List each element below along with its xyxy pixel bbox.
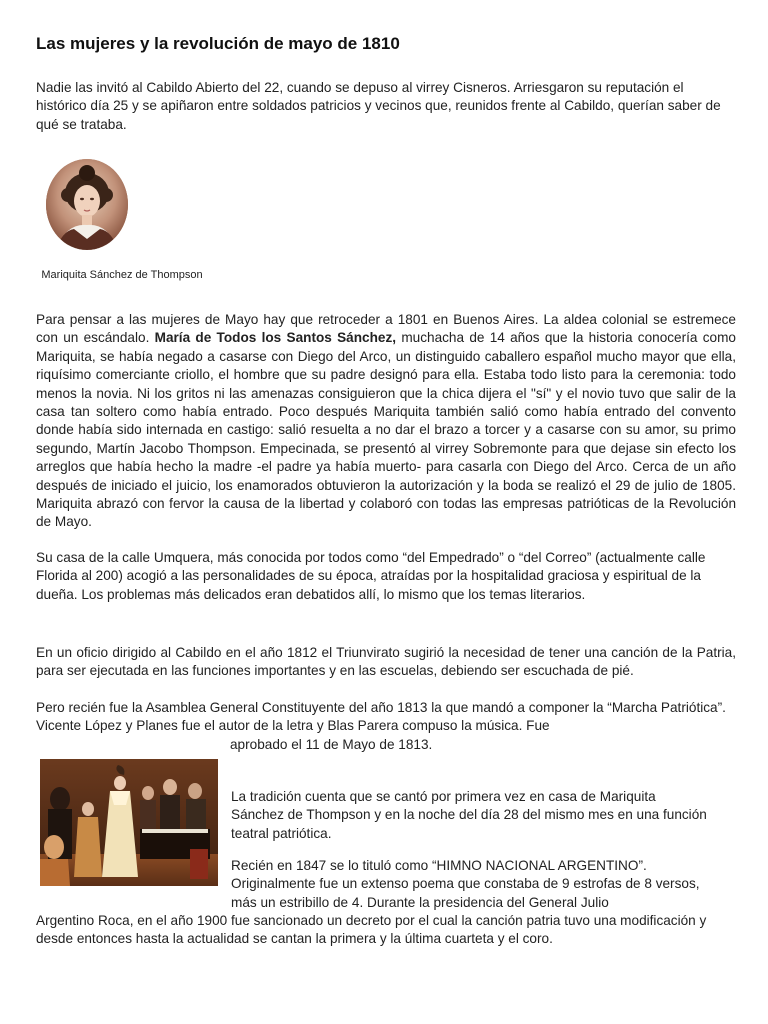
painting-illustration (40, 759, 218, 886)
tradicion-paragraph: La tradición cuenta que se cantó por primera vez en casa de Mariquita Sánchez de Thompson y en la noche del día 28 del mismo mes en una función teatral patriótica. (231, 789, 707, 841)
anthem-painting-image (40, 759, 218, 886)
asamblea-last-line: aprobado el 11 de Mayo de 1813. (230, 736, 433, 752)
portrait-caption: Mariquita Sánchez de Thompson (41, 269, 203, 281)
asamblea-paragraph (36, 699, 736, 754)
recien-paragraph: Recién en 1847 se lo tituló como “HIMNO NACIONAL ARGENTINO”. Originalmente fue un extenso poema que constaba de 9 estrofas de 8 versos, más un estribillo de 4. Durante la presidencia del General Julio (231, 858, 700, 910)
page-title: Las mujeres y la revolución de mayo de 1810 (36, 34, 400, 53)
oficio-paragraph: En un oficio dirigido al Cabildo en el año 1812 el Triunvirato sugirió la necesidad de tener una canción de la Patria, para ser ejecutada en las funciones importantes y en las escuelas, debiendo ser escuchada de pié. (36, 645, 736, 679)
mariquita-text-after: muchacha de 14 años que la historia conocería como Mariquita, se había negado a casarse con Diego del Arco, un distinguido caballero español mucho mayor que ella, riquísimo comerciante criollo, el hombre que su padre designó para ella. Estaba todo listo para la ceremonia: todo menos la novia. Ni los gritos ni las amenazas consiguieron que la chica dijera el "sí" y el novio tuvo que salir de la casa tan soltero como había entrado. Poco después Mariquita también salió como había entrado del convento donde había sido internada en castigo: salió resuelta a no dar el brazo a torcer y a casarse con su amor, su primo segundo, Martín Jacobo Thompson. Empecinada, se presentó al virrey Sobremonte para que dejase sin efecto los arreglos que había hecho la madre -el padre ya había muerto- para casarla con Diego del Arco. Cerca de un año después de iniciado el juicio, los enamorados obtuvieron la autorización y la boda se realizó el 29 de julio de 1805. Mariquita abrazó con fervor la causa de la libertad y colaboró con todas las empresas patrióticas de la Revolución de Mayo. (36, 330, 736, 530)
portrait-image (46, 159, 128, 250)
recien-paragraph-continued: Argentino Roca, en el año 1900 fue sancionado un decreto por el cual la canción patria tuvo una modificación y desde entonces hasta la actualidad se cantan la primera y la última cuarteta y el coro. (36, 913, 707, 947)
casa-paragraph: Su casa de la calle Umquera, más conocida por todos como “del Empedrado” o “del Correo” (actualmente calle Florida al 200) acogió a las personalidades de su época, atraídas por la hospitalidad graciosa y espiritual de la dueña. Los problemas más delicados eran debatidos allí, lo mismo que los temas literarios. (36, 550, 706, 602)
portrait-illustration (46, 159, 128, 250)
mariquita-text-before: Para pensar a las mujeres de Mayo hay que retroceder a 1801 en Buenos Aires. La aldea colonial se estremece con un escándalo. (36, 312, 736, 346)
mariquita-paragraph (36, 311, 736, 532)
mariquita-bold-name: María de Todos los Santos Sánchez, (154, 330, 397, 346)
intro-paragraph: Nadie las invitó al Cabildo Abierto del 22, cuando se depuso al virrey Cisneros. Arriesgaron su reputación el histórico día 25 y se apiñaron entre soldados patricios y vecinos que, reunidos frente al Cabildo, querían saber de qué se trataba. (36, 80, 721, 132)
asamblea-text: Pero recién fue la Asamblea General Constituyente del año 1813 la que mandó a componer la “Marcha Patriótica”. Vicente López y Planes fue el autor de la letra y Blas Parera compuso la música. Fue (36, 700, 726, 734)
